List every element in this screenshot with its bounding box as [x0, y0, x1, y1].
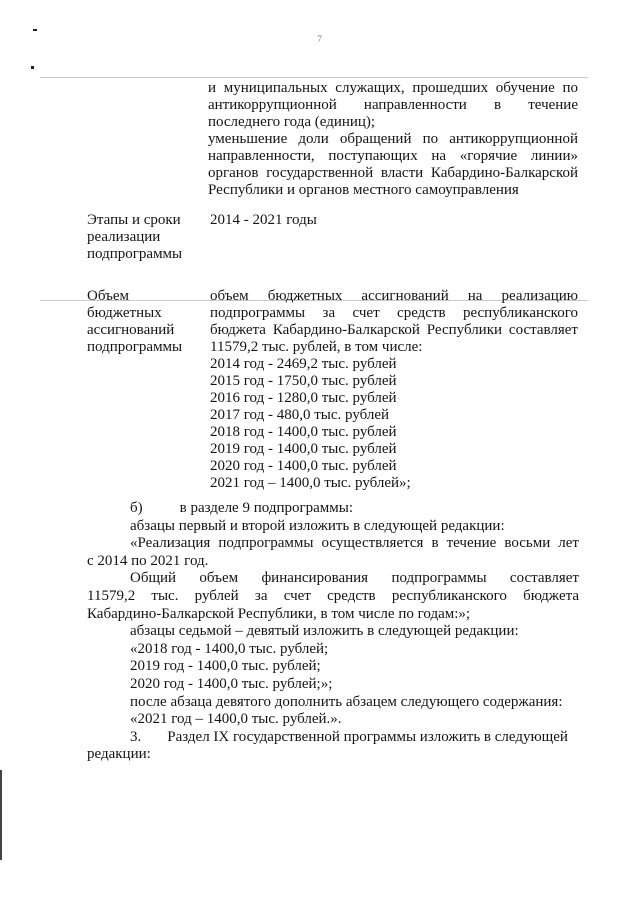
- paragraph: с 2014 по 2021 год.: [87, 552, 209, 569]
- text-line: антикоррупционной направленности в течение: [208, 97, 578, 113]
- text-line: органов государственной власти Кабардино-Балкарской: [208, 165, 578, 181]
- paragraph: Общий объем финансирования подпрограммы составляет: [130, 570, 579, 587]
- year-line: 2019 год - 1400,0 тыс. рублей: [210, 441, 397, 457]
- item-3-marker: 3.: [130, 728, 142, 745]
- scan-mark: [0, 770, 2, 860]
- item-3-text: Раздел IX государственной программы изложить в следующей: [167, 728, 568, 745]
- paragraph: 11579,2 тыс. рублей за счет средств республиканского бюджета: [87, 587, 579, 604]
- page-number: 7: [317, 34, 322, 44]
- year-line: 2020 год - 1400,0 тыс. рублей: [210, 458, 397, 474]
- text-line: бюджета Кабардино-Балкарской Республики составляет: [210, 322, 578, 338]
- body-text: [87, 500, 579, 764]
- scan-mark: [31, 66, 34, 69]
- stages-value: 2014 - 2021 годы: [210, 212, 317, 228]
- label-line: Объем: [87, 288, 129, 304]
- budget-value-cell: [210, 288, 578, 492]
- text-line: 11579,2 тыс. рублей, в том числе:: [210, 339, 423, 355]
- year-line: 2016 год - 1280,0 тыс. рублей: [210, 390, 397, 406]
- label-line: ассигнований: [87, 322, 175, 338]
- year-line: 2015 год - 1750,0 тыс. рублей: [210, 373, 397, 389]
- year-line: 2021 год – 1400,0 тыс. рублей»;: [210, 475, 411, 491]
- paragraph: «2018 год - 1400,0 тыс. рублей;: [130, 640, 329, 657]
- item-b-text: в разделе 9 подпрограммы:: [179, 500, 354, 516]
- paragraph: «Реализация подпрограммы осуществляется в течение восьми лет: [130, 535, 579, 552]
- paragraph: абзацы первый и второй изложить в следующей редакции:: [130, 517, 505, 534]
- label-line: бюджетных: [87, 305, 162, 321]
- item-b: [87, 500, 579, 518]
- year-line: 2014 год - 2469,2 тыс. рублей: [210, 356, 397, 372]
- text-line: объем бюджетных ассигнований на реализацию: [210, 288, 578, 304]
- table-rule: [40, 77, 588, 78]
- budget-label-cell: [87, 288, 202, 356]
- label-line: подпрограммы: [87, 339, 183, 355]
- item-b-marker: б): [130, 500, 143, 516]
- table-continuation-cell: [208, 80, 578, 199]
- paragraph: «2021 год – 1400,0 тыс. рублей.».: [130, 711, 342, 728]
- paragraph: 2019 год - 1400,0 тыс. рублей;: [130, 658, 321, 675]
- paragraph: 2020 год - 1400,0 тыс. рублей;»;: [130, 675, 333, 692]
- text-line: Республики и органов местного самоуправления: [208, 182, 519, 198]
- paragraph: абзацы седьмой – девятый изложить в следующей редакции:: [130, 623, 519, 640]
- text-line: направленности, поступающих на «горячие линии»: [208, 148, 578, 164]
- paragraph: Кабардино-Балкарской Республики, в том числе по годам:»;: [87, 605, 471, 622]
- label-line: подпрограммы: [87, 246, 183, 262]
- text-line: и муниципальных служащих, прошедших обучение по: [208, 80, 578, 96]
- label-line: реализации: [87, 229, 161, 245]
- item-3: [87, 729, 579, 747]
- label-line: Этапы и сроки: [87, 212, 181, 228]
- year-line: 2017 год - 480,0 тыс. рублей: [210, 407, 390, 423]
- paragraph: редакции:: [87, 746, 151, 763]
- paragraph: после абзаца девятого дополнить абзацем следующего содержания:: [130, 693, 563, 710]
- text-line: уменьшение доли обращений по антикоррупционной: [208, 131, 578, 147]
- stages-label-cell: [87, 212, 207, 263]
- year-line: 2018 год - 1400,0 тыс. рублей: [210, 424, 397, 440]
- scan-mark: [33, 29, 37, 31]
- text-line: подпрограммы за счет средств республиканского: [210, 305, 578, 321]
- text-line: последнего года (единиц);: [208, 114, 376, 130]
